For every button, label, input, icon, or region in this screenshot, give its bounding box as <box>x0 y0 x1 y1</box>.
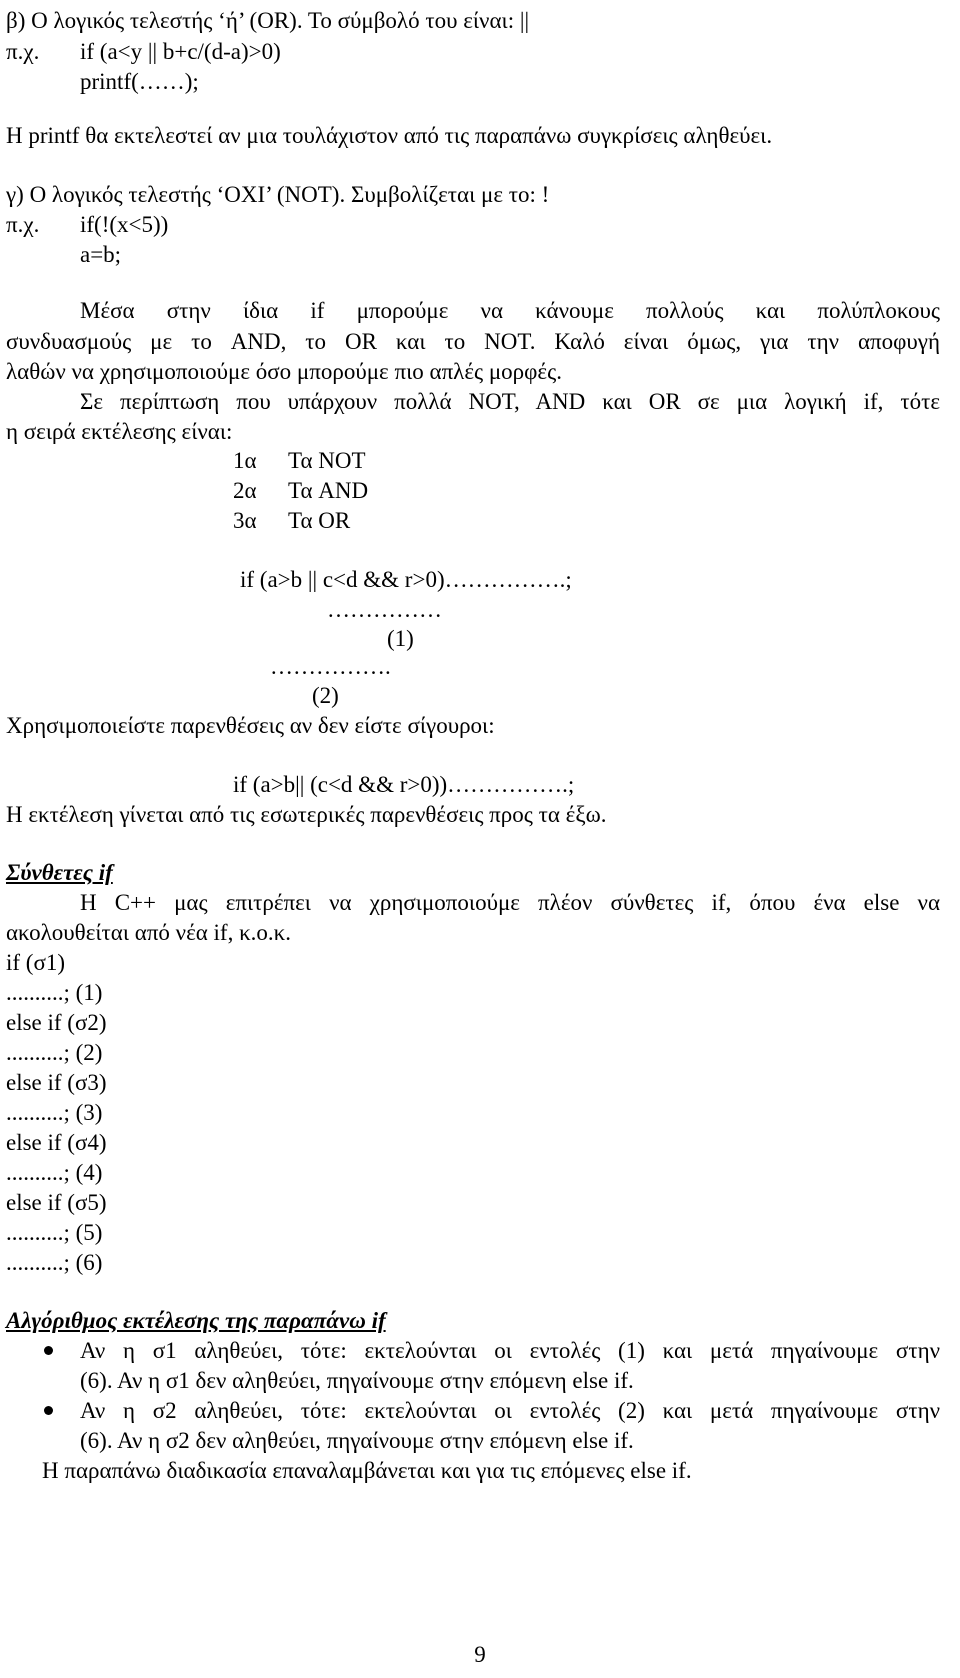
order-number: 1α <box>233 448 257 473</box>
paragraph-line: συνδυασμούς με το AND, το OR και το NOT. Καλό είναι όμως, για την αποφυγή <box>6 329 940 354</box>
order-text: Τα AND <box>288 478 369 503</box>
order-number: 3α <box>233 508 257 533</box>
example-code: if (a>b|| (c<d && r>0))…………….; <box>233 772 575 797</box>
order-number: 2α <box>233 478 257 503</box>
paragraph-line: Η C++ μας επιτρέπει να χρησιμοποιούμε πλέον σύνθετες if, όπου ένα else να <box>80 890 940 915</box>
page-number: 9 <box>474 1642 486 1667</box>
not-example-code: if(!(x<5)) <box>80 212 169 237</box>
or-example-code: if (a<y || b+c/(d-a)>0) <box>80 39 281 64</box>
code-line: else if (σ2) <box>6 1010 107 1035</box>
or-example-label: π.χ. <box>6 39 40 64</box>
paragraph-line: λαθών να χρησιμοποιούμε όσο μπορούμε πιο απλές μορφές. <box>6 359 562 384</box>
closing-text: Η παραπάνω διαδικασία επαναλαμβάνεται και για τις επόμενες else if. <box>42 1458 692 1483</box>
advice-text: Χρησιμοποιείστε παρενθέσεις αν δεν είστε σίγουροι: <box>6 713 495 738</box>
not-example-label: π.χ. <box>6 212 40 237</box>
bullet-text: (6). Αν η σ1 δεν αληθεύει, πηγαίνουμε στην επόμενη else if. <box>80 1368 634 1393</box>
code-line: else if (σ3) <box>6 1070 107 1095</box>
example-marker: (2) <box>312 683 339 708</box>
code-line: if (σ1) <box>6 950 66 975</box>
example-dots: …………… <box>327 597 442 622</box>
bullet-text: Αν η σ2 αληθεύει, τότε: εκτελούνται οι εντολές (2) και μετά πηγαίνουμε στην <box>80 1398 940 1423</box>
example-dots: ……………. <box>270 654 391 679</box>
or-example-code: printf(……); <box>80 69 199 94</box>
order-text: Τα OR <box>288 508 351 533</box>
code-line: else if (σ4) <box>6 1130 107 1155</box>
paragraph-line: ακολουθείται από νέα if, κ.ο.κ. <box>6 920 292 945</box>
example-code: if (a>b || c<d && r>0)…………….; <box>240 567 572 592</box>
bullet-text: (6). Αν η σ2 δεν αληθεύει, πηγαίνουμε στην επόμενη else if. <box>80 1428 634 1453</box>
code-line: ..........; (1) <box>6 980 103 1005</box>
bullet-icon <box>44 1406 53 1415</box>
code-line: ..........; (2) <box>6 1040 103 1065</box>
not-example-code: a=b; <box>80 242 122 267</box>
bullet-text: Αν η σ1 αληθεύει, τότε: εκτελούνται οι εντολές (1) και μετά πηγαίνουμε στην <box>80 1338 940 1363</box>
paragraph-line: η σειρά εκτέλεσης είναι: <box>6 419 233 444</box>
code-line: else if (σ5) <box>6 1190 107 1215</box>
bullet-icon <box>44 1346 53 1355</box>
example-description: Η εκτέλεση γίνεται από τις εσωτερικές παρενθέσεις προς τα έξω. <box>6 802 607 827</box>
not-title: γ) Ο λογικός τελεστής ‘ΟΧΙ’ (NOT). Συμβολίζεται με το: ! <box>6 182 550 207</box>
code-line: ..........; (6) <box>6 1250 103 1275</box>
order-text: Τα NOT <box>288 448 366 473</box>
code-line: ..........; (5) <box>6 1220 103 1245</box>
section-heading: Αλγόριθμος εκτέλεσης της παραπάνω if <box>6 1308 386 1333</box>
code-line: ..........; (3) <box>6 1100 103 1125</box>
example-marker: (1) <box>387 626 414 651</box>
or-title: β) Ο λογικός τελεστής ‘ή’ (OR). Το σύμβολό του είναι: || <box>6 8 530 33</box>
section-heading: Σύνθετες if <box>6 860 113 885</box>
paragraph-line: Μέσα στην ίδια if μπορούμε να κάνουμε πολλούς και πολύπλοκους <box>80 298 940 323</box>
or-description: Η printf θα εκτελεστεί αν μια τουλάχιστον από τις παραπάνω συγκρίσεις αληθεύει. <box>6 123 773 148</box>
paragraph-line: Σε περίπτωση που υπάρχουν πολλά NOT, AND και OR σε μια λογική if, τότε <box>80 389 940 414</box>
code-line: ..........; (4) <box>6 1160 103 1185</box>
